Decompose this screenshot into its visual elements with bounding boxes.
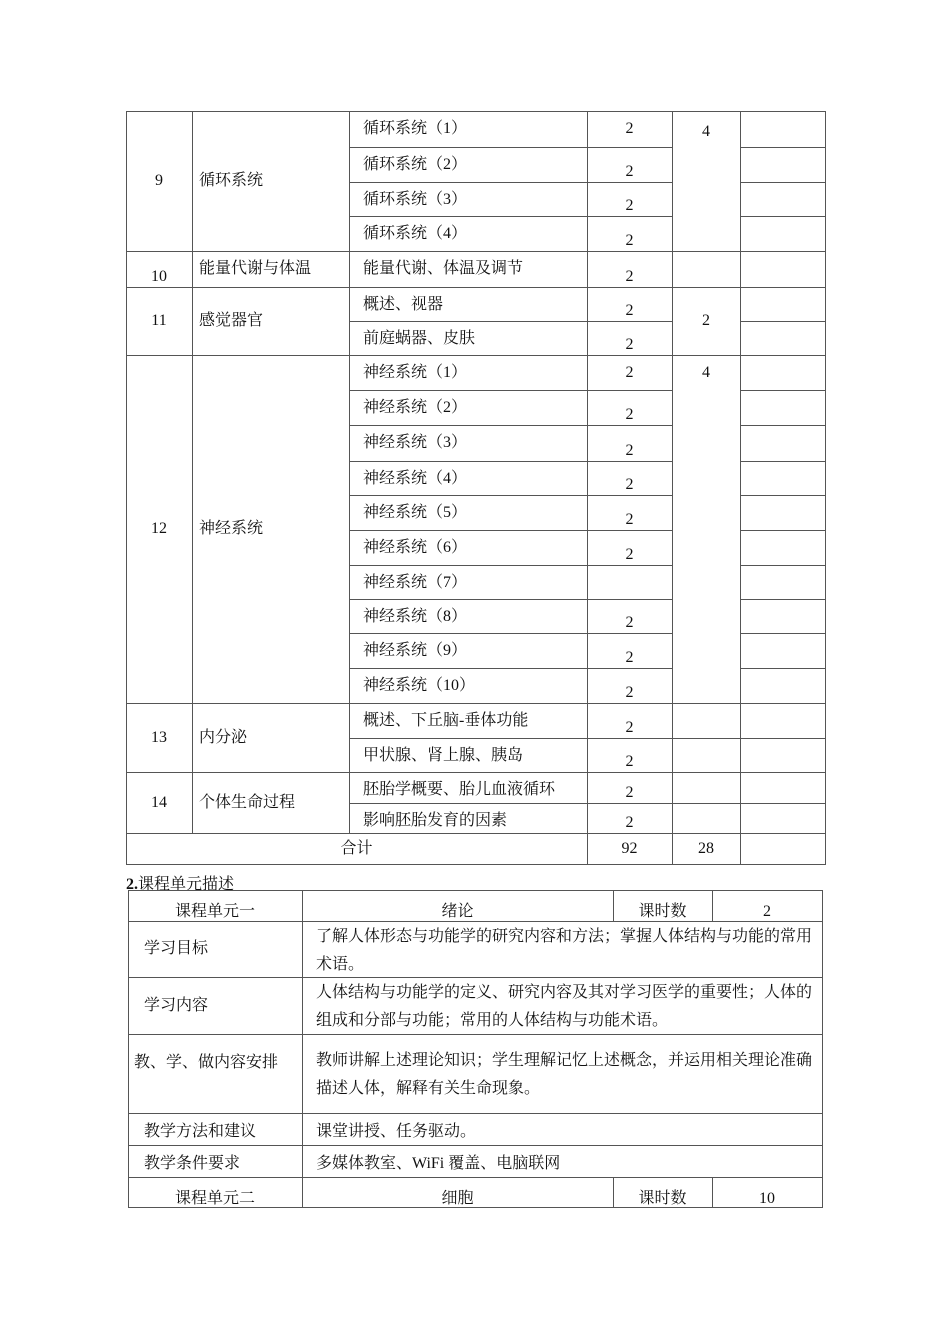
practice-hours: 4 (702, 364, 710, 381)
unit-one-title: 绪论 (441, 903, 474, 920)
unit-field-content: 多媒体教室、WiFi 覆盖、电脑联网 (316, 1155, 561, 1172)
practice-hours-cell (672, 772, 741, 804)
topic-name: 循环系统（2） (363, 156, 468, 173)
row-number: 11 (151, 312, 167, 329)
topic-hours: 2 (625, 163, 634, 180)
section-number: 2. (126, 876, 138, 893)
unit-field-label: 学习内容 (144, 996, 209, 1014)
topic-name: 神经系统（6） (363, 539, 468, 556)
chapter-name: 循环系统 (199, 172, 264, 189)
practice-hours-cell (672, 803, 741, 834)
topic-hours: 2 (625, 268, 634, 285)
practice-hours: 2 (702, 312, 710, 329)
section-title: 课程单元描述 (138, 876, 235, 893)
unit-field-content: 教师讲解上述理论知识；学生理解记忆上述概念，并运用相关理论准确描述人体，解释有关生命现象。 (316, 1052, 813, 1097)
unit-field-content: 了解人体形态与功能学的研究内容和方法；掌握人体结构与功能的常用术语。 (316, 928, 813, 973)
remarks-cell (740, 251, 826, 288)
remarks-cell (740, 390, 826, 426)
topic-name: 能量代谢、体温及调节 (363, 260, 524, 277)
practice-hours: 4 (702, 123, 710, 140)
topic-name: 神经系统（8） (363, 608, 468, 625)
remarks-cell (740, 182, 826, 217)
remarks-cell (740, 668, 826, 704)
row-number: 13 (151, 728, 167, 746)
chapter-name: 能量代谢与体温 (199, 260, 312, 277)
unit-field-label: 学习目标 (144, 940, 209, 957)
topic-hours: 2 (625, 784, 634, 801)
unit-field-label: 教学方法和建议 (144, 1123, 257, 1140)
topic-hours: 2 (625, 814, 634, 831)
remarks-cell (740, 738, 826, 773)
topic-name: 胚胎学概要、胎儿血液循环 (363, 781, 556, 798)
remarks-cell (740, 216, 826, 252)
unit-field-label: 教、学、做内容安排 (134, 1054, 279, 1071)
topic-hours: 2 (625, 302, 634, 319)
topic-hours: 2 (625, 197, 634, 214)
remarks-cell (740, 147, 826, 183)
topic-hours: 2 (625, 364, 634, 381)
topic-hours: 2 (625, 684, 634, 701)
topic-hours: 2 (625, 719, 634, 736)
topic-name: 神经系统（9） (363, 642, 468, 659)
topic-hours: 2 (625, 753, 634, 770)
topic-hours: 2 (625, 406, 634, 423)
topic-hours: 2 (625, 476, 634, 493)
total-practice: 28 (698, 840, 714, 857)
topic-name: 循环系统（3） (363, 191, 468, 208)
practice-hours-cell (672, 355, 741, 704)
unit-two-hours-label: 课时数 (638, 1190, 687, 1207)
topic-name: 神经系统（7） (363, 574, 468, 591)
unit-field-content: 人体结构与功能学的定义、研究内容及其对学习医学的重要性；人体的组成和分部与功能；常用的人体结构与功能术语。 (316, 984, 813, 1029)
remarks-cell (740, 565, 826, 600)
topic-name: 概述、下丘脑-垂体功能 (363, 712, 529, 729)
unit-one-hours: 2 (763, 903, 771, 920)
topic-name: 循环系统（4） (363, 225, 468, 242)
topic-hours: 2 (625, 336, 634, 353)
topic-hours: 2 (625, 546, 634, 563)
remarks-cell (740, 703, 826, 739)
topic-name: 神经系统（10） (363, 677, 476, 694)
hours-cell (587, 565, 673, 600)
chapter-name: 内分泌 (199, 728, 248, 746)
unit-one-label: 课程单元一 (174, 903, 255, 920)
topic-hours: 2 (625, 511, 634, 528)
topic-name: 影响胚胎发育的因素 (363, 812, 508, 829)
remarks-cell (740, 803, 826, 834)
practice-hours-cell (672, 738, 741, 773)
remarks-cell (740, 495, 826, 531)
row-number: 9 (155, 172, 163, 189)
topic-name: 神经系统（1） (363, 364, 468, 381)
total-theory: 92 (621, 840, 638, 857)
remarks-cell (740, 530, 826, 566)
topic-name: 神经系统（4） (363, 470, 468, 487)
topic-hours: 2 (625, 120, 634, 137)
unit-two-hours: 10 (759, 1190, 775, 1207)
total-label: 合计 (340, 840, 373, 857)
unit-field-label: 教学条件要求 (144, 1155, 241, 1172)
remarks-cell (740, 772, 826, 804)
row-number: 10 (151, 268, 167, 285)
topic-hours: 2 (625, 232, 634, 249)
topic-hours: 2 (625, 442, 634, 459)
topic-name: 循环系统（1） (363, 120, 468, 137)
topic-name: 前庭蜗器、皮肤 (363, 330, 476, 347)
chapter-name: 神经系统 (199, 520, 264, 537)
practice-hours-cell (672, 703, 741, 739)
row-number: 14 (151, 793, 167, 811)
unit-two-title: 细胞 (441, 1190, 474, 1207)
practice-hours-cell (672, 251, 741, 288)
unit-one-hours-label: 课时数 (638, 903, 687, 920)
topic-name: 神经系统（2） (363, 399, 468, 416)
remarks-cell (740, 425, 826, 462)
topic-hours: 2 (625, 649, 634, 666)
topic-hours: 2 (625, 614, 634, 631)
remarks-cell (740, 599, 826, 634)
topic-name: 甲状腺、肾上腺、胰岛 (363, 747, 524, 764)
topic-name: 神经系统（5） (363, 504, 468, 521)
unit-two-label: 课程单元二 (174, 1190, 255, 1207)
chapter-name: 个体生命过程 (199, 793, 296, 811)
topic-name: 神经系统（3） (363, 434, 468, 451)
remarks-cell (740, 461, 826, 496)
topic-name: 概述、视器 (363, 296, 444, 313)
chapter-name: 感觉器官 (199, 312, 264, 329)
remarks-cell (740, 633, 826, 669)
row-number: 12 (151, 520, 167, 537)
unit-field-content: 课堂讲授、任务驱动。 (316, 1123, 477, 1140)
